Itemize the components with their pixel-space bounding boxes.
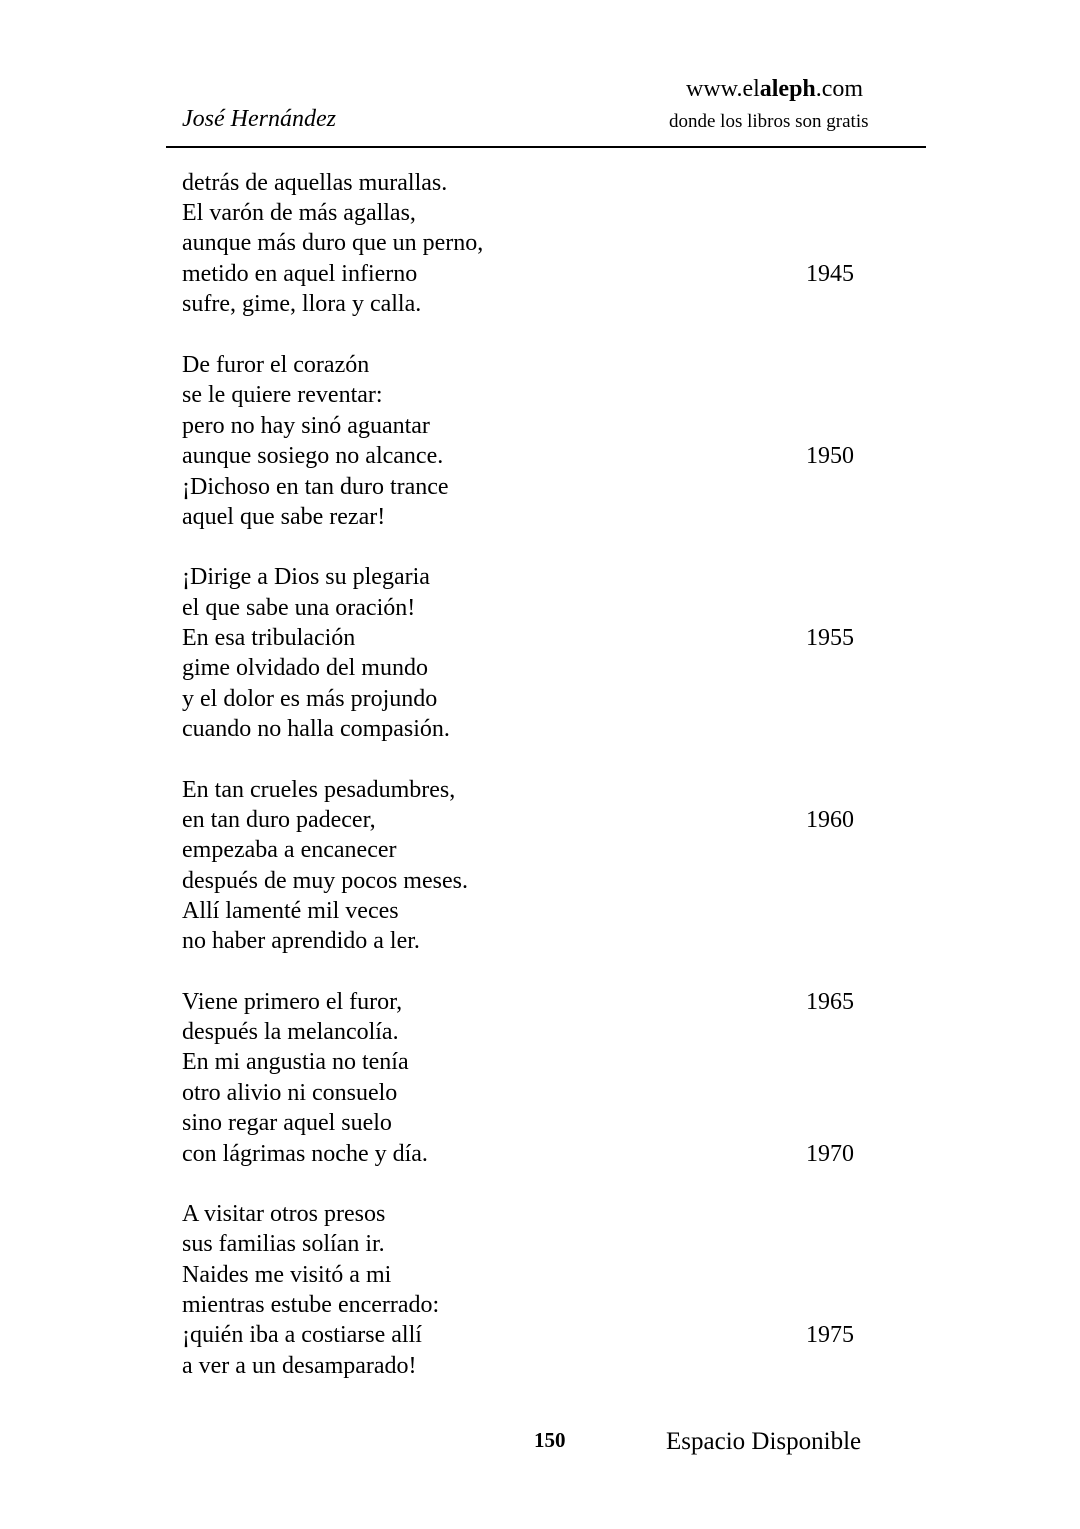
- verse-line: Allí lamenté mil veces: [182, 898, 399, 924]
- verse-line: aunque más duro que un perno,: [182, 230, 484, 256]
- verse-line: sufre, gime, llora y calla.: [182, 291, 422, 317]
- verse-line: empezaba a encanecer: [182, 837, 397, 863]
- verse-line: ¡Dichoso en tan duro trance: [182, 474, 449, 500]
- verse-line: ¡Dirige a Dios su plegaria: [182, 564, 430, 590]
- verse-line: pero no hay sinó aguantar: [182, 413, 430, 439]
- verse-line: aquel que sabe rezar!: [182, 504, 386, 530]
- verse-number: 1955: [806, 625, 854, 651]
- verse-line: en tan duro padecer,: [182, 807, 376, 833]
- verse-line: ¡quién iba a costiarse allí: [182, 1322, 422, 1348]
- page-number: 150: [534, 1428, 566, 1452]
- verse-number: 1975: [806, 1322, 854, 1348]
- site-url-suffix: .com: [815, 76, 864, 102]
- verse-line: no haber aprendido a ler.: [182, 928, 420, 954]
- verse-line: el que sabe una oración!: [182, 595, 416, 621]
- verse-line: En tan crueles pesadumbres,: [182, 777, 456, 803]
- verse-line: El varón de más agallas,: [182, 200, 416, 226]
- verse-line: gime olvidado del mundo: [182, 655, 428, 681]
- verse-line: cuando no halla compasión.: [182, 716, 450, 742]
- verse-line: con lágrimas noche y día.: [182, 1141, 428, 1167]
- verse-line: detrás de aquellas murallas.: [182, 170, 448, 196]
- site-url-brand: aleph: [759, 76, 816, 102]
- verse-line: otro alivio ni consuelo: [182, 1080, 398, 1106]
- verse-line: mientras estube encerrado:: [182, 1292, 440, 1318]
- verse-line: metido en aquel infierno: [182, 261, 418, 287]
- header-divider: [166, 146, 926, 148]
- verse-number: 1960: [806, 807, 854, 833]
- verse-line: después de muy pocos meses.: [182, 868, 468, 894]
- verse-line: a ver a un desamparado!: [182, 1353, 417, 1379]
- verse-line: después la melancolía.: [182, 1019, 399, 1045]
- verse-line: En esa tribulación: [182, 625, 356, 651]
- footer-label: Espacio Disponible: [666, 1428, 862, 1455]
- verse-number: 1970: [806, 1141, 854, 1167]
- verse-line: De furor el corazón: [182, 352, 370, 378]
- verse-line: aunque sosiego no alcance.: [182, 443, 444, 469]
- site-url-prefix: www.el: [686, 76, 760, 102]
- verse-line: Viene primero el furor,: [182, 989, 403, 1015]
- author-name: José Hernández: [182, 106, 336, 132]
- verse-number: 1965: [806, 989, 854, 1015]
- verse-line: sus familias solían ir.: [182, 1231, 385, 1257]
- verse-line: Naides me visitó a mi: [182, 1262, 392, 1288]
- verse-line: En mi angustia no tenía: [182, 1049, 409, 1075]
- verse-line: se le quiere reventar:: [182, 382, 383, 408]
- site-url[interactable]: [686, 74, 863, 104]
- verse-line: A visitar otros presos: [182, 1201, 386, 1227]
- verse-number: 1945: [806, 261, 854, 287]
- verse-number: 1950: [806, 443, 854, 469]
- verse-line: sino regar aquel suelo: [182, 1110, 392, 1136]
- verse-line: y el dolor es más projundo: [182, 686, 438, 712]
- site-tagline: donde los libros son gratis: [669, 111, 869, 132]
